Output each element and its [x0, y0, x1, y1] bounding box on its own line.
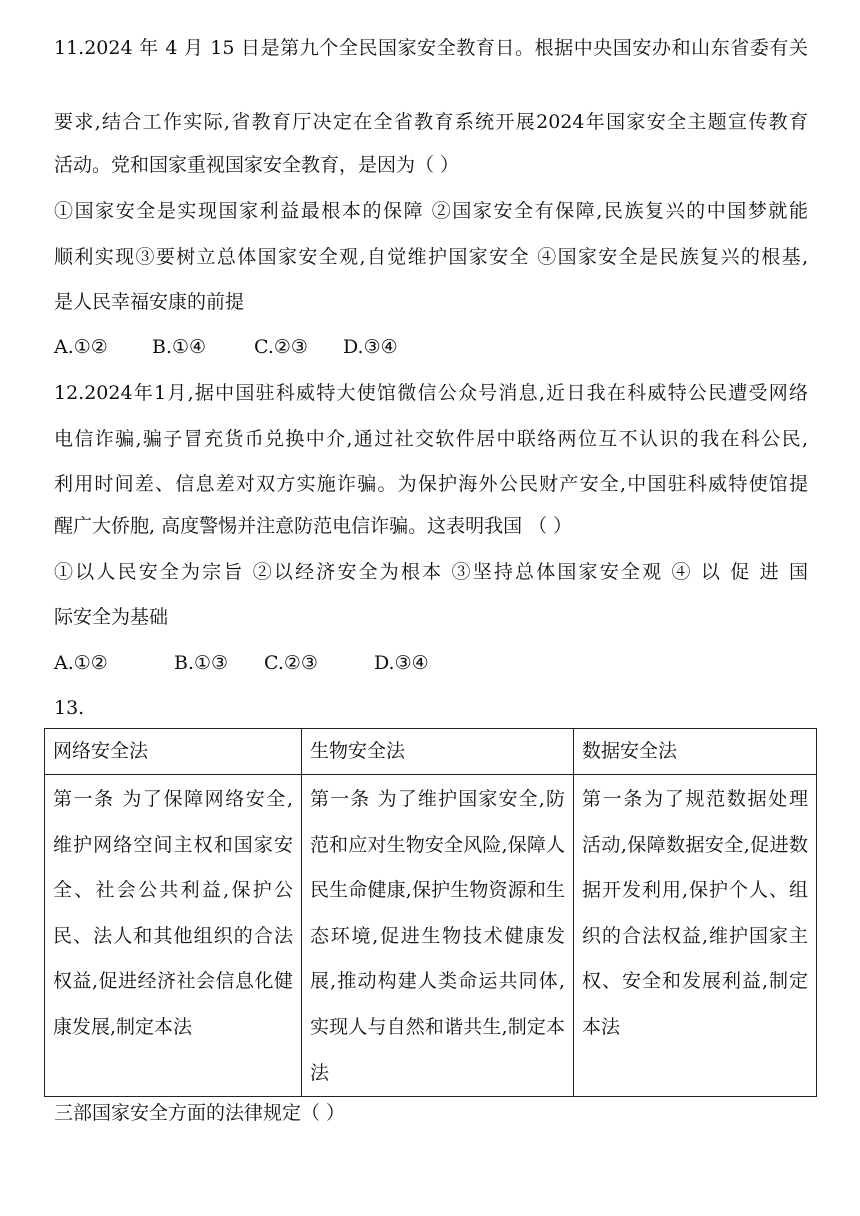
q11-statement-line-3: 是人民幸福安康的前提 [54, 291, 245, 313]
q12-statement-line-1: ①以人民安全为宗旨 ②以经济安全为根本 ③坚持总体国家安全观 ④ 以 促 进 国 [54, 561, 808, 583]
q12-stem-line-4: 醒广大侨胞, 高度警惕并注意防范电信诈骗。这表明我国 （ ） [54, 515, 573, 537]
q12-option-d[interactable]: D.③④ [374, 652, 429, 674]
header-biosecurity-law: 生物安全法 [302, 729, 574, 775]
q13-number: 13. [54, 697, 85, 719]
q12-options [54, 648, 429, 678]
cell-cybersecurity-article-1: 第一条 为了保障网络安全,维护网络空间主权和国家安全、社会公共利益,保护公民、法人和其他组织的合法权益,促进经济社会信息化健康发展,制定本法 [45, 775, 302, 1097]
q11-option-b[interactable]: B.①④ [152, 336, 207, 358]
q12-stem-line-2: 电信诈骗,骗子冒充货币兑换中介,通过社交软件居中联络两位互不认识的我在科公民, [54, 428, 808, 450]
q11-statement-line-2: 顺利实现③要树立总体国家安全观,自觉维护国家安全 ④国家安全是民族复兴的根基, [54, 246, 808, 268]
q11-statement-line-1: ①国家安全是实现国家利益最根本的保障 ②国家安全有保障,民族复兴的中国梦就能 [54, 200, 808, 222]
table-row [45, 775, 817, 1097]
cell-biosecurity-article-1: 第一条 为了维护国家安全,防范和应对生物安全风险,保障人民生命健康,保护生物资源和生态环境,促进生物技术健康发展,推动构建人类命运共同体,实现人与自然和谐共生,制定本法 [302, 775, 574, 1097]
header-cybersecurity-law: 网络安全法 [45, 729, 302, 775]
q13-stem: 三部国家安全方面的法律规定（ ） [54, 1102, 346, 1124]
q11-option-c[interactable]: C.②③ [254, 336, 308, 358]
q11-option-d[interactable]: D.③④ [343, 336, 398, 358]
q12-option-a[interactable]: A.①② [54, 652, 108, 674]
q11-stem-line-3: 活动。党和国家重视国家安全教育，是因为（ ） [54, 154, 460, 176]
q11-options [54, 332, 398, 362]
header-data-security-law: 数据安全法 [574, 729, 817, 775]
q12-stem-line-3: 利用时间差、信息差对双方实施诈骗。为保护海外公民财产安全,中国驻科威特使馆提 [54, 473, 808, 495]
q11-option-a[interactable]: A.①② [54, 336, 108, 358]
q12-option-c[interactable]: C.②③ [264, 652, 318, 674]
q11-stem-line-2: 要求,结合工作实际,省教育厅决定在全省教育系统开展2024年国家安全主题宣传教育 [54, 111, 808, 133]
law-comparison-table [44, 728, 817, 1097]
cell-data-security-article-1: 第一条为了规范数据处理活动,保障数据安全,促进数据开发利用,保护个人、组织的合法权益,维护国家主权、安全和发展利益,制定本法 [574, 775, 817, 1097]
q12-option-b[interactable]: B.①③ [174, 652, 229, 674]
q12-statement-line-2: 际安全为基础 [54, 606, 169, 628]
q11-stem-line-1: 11.2024 年 4 月 15 日是第九个全民国家安全教育日。根据中央国安办和山东省委有关 [54, 37, 808, 59]
table-header-row [45, 729, 817, 775]
q12-stem-line-1: 12.2024年1月,据中国驻科威特大使馆微信公众号消息,近日我在科威特公民遭受网络 [54, 382, 808, 404]
